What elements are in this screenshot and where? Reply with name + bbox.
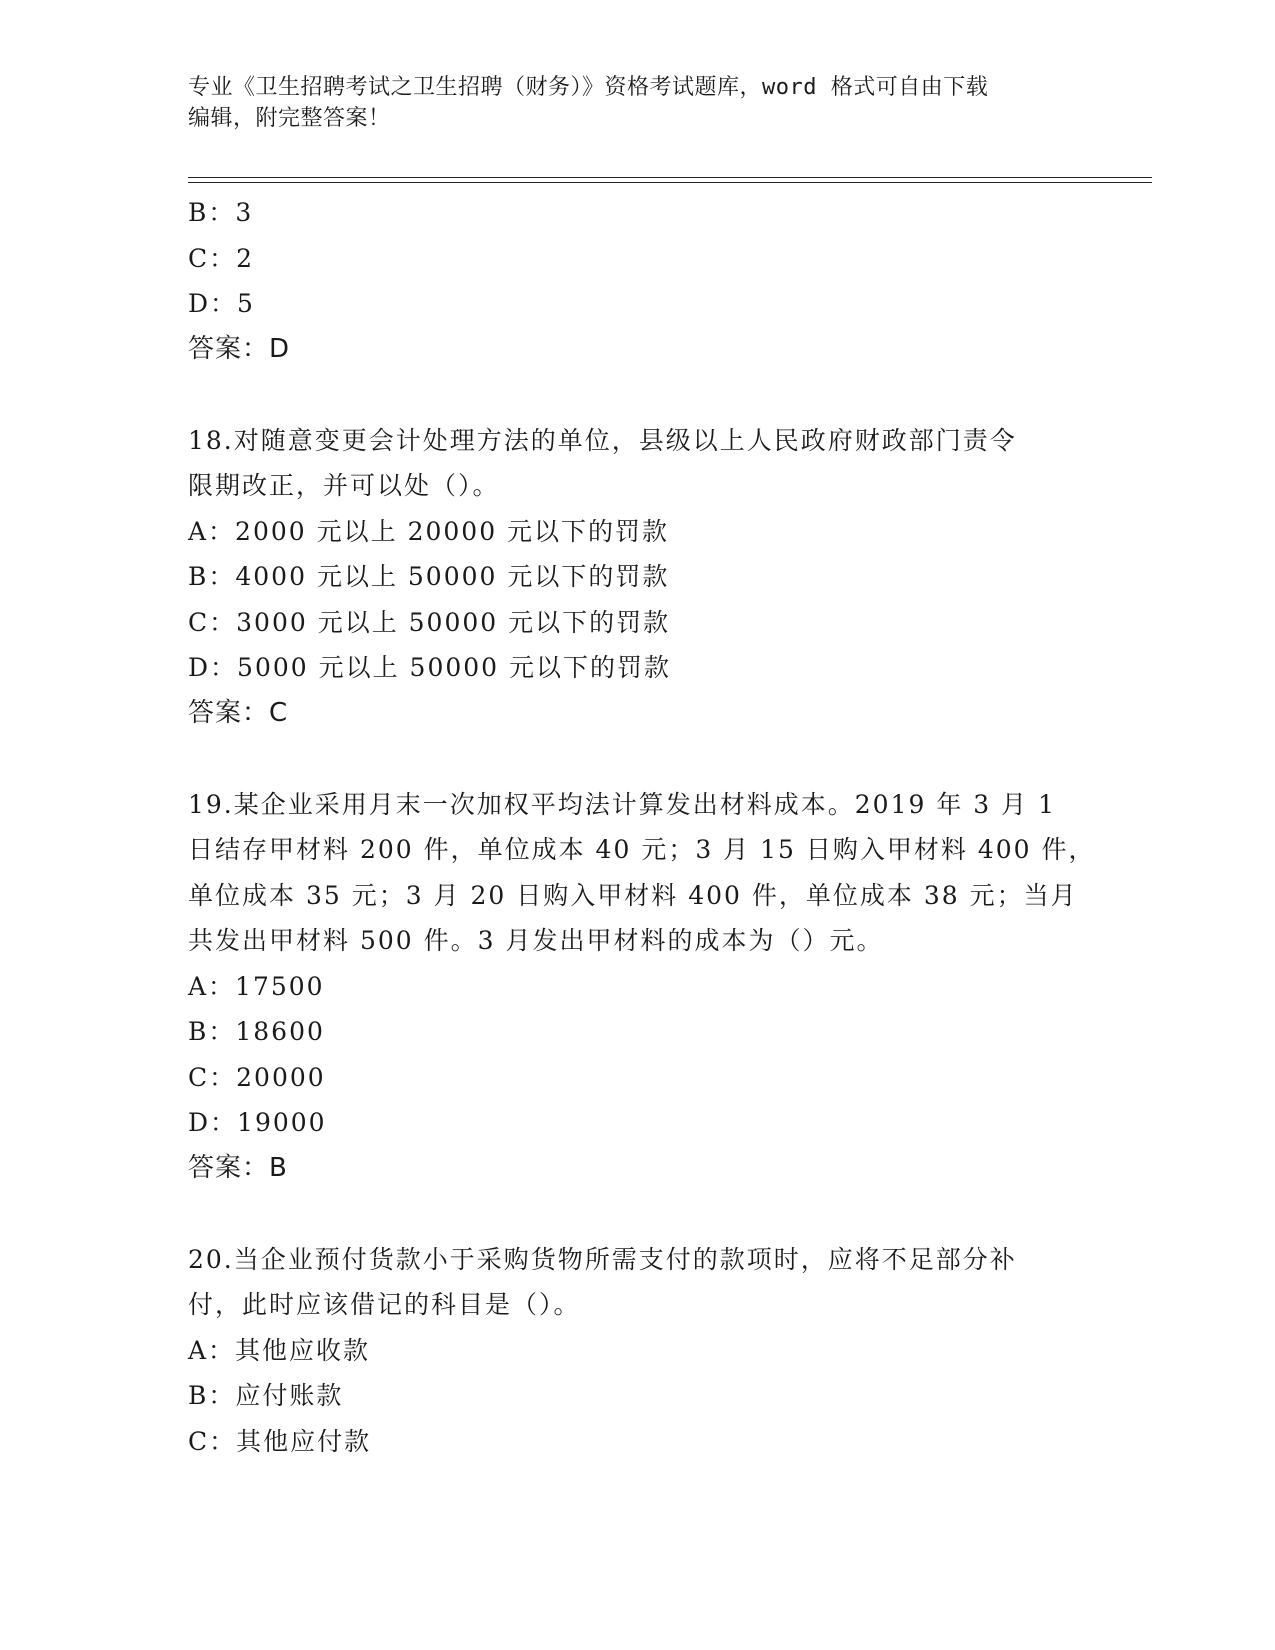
question-19	[188, 782, 1096, 1192]
option-b: B：3	[188, 198, 254, 227]
document-header	[188, 72, 1088, 134]
spacer	[188, 372, 1088, 418]
option-d: D：5000 元以上 50000 元以下的罚款	[188, 653, 672, 682]
spacer	[188, 736, 1088, 782]
spacer	[188, 1191, 1088, 1237]
option-c: C：2	[188, 243, 255, 273]
option-d: D：5	[188, 289, 255, 318]
question-stem-line: 18.对随意变更会计处理方法的单位，县级以上人民政府财政部门责令	[188, 425, 1017, 455]
option-c: C：3000 元以上 50000 元以下的罚款	[188, 607, 671, 637]
answer-line: 答案：D	[188, 333, 291, 364]
option-c: C：20000	[188, 1062, 326, 1092]
answer-line: 答案：B	[188, 1152, 288, 1183]
option-a: A：2000 元以上 20000 元以下的罚款	[188, 516, 670, 546]
question-stem-line: 19.某企业采用月末一次加权平均法计算发出材料成本。2019 年 3 月 1	[188, 789, 1056, 819]
question-stem-line: 20.当企业预付货款小于采购货物所需支付的款项时，应将不足部分补	[188, 1244, 1017, 1274]
option-a: A：17500	[188, 971, 325, 1001]
question-20	[188, 1237, 1088, 1465]
question-stem-line: 限期改正，并可以处（）。	[188, 471, 500, 500]
option-d: D：19000	[188, 1108, 327, 1137]
question-stem-line: 日结存甲材料 200 件，单位成本 40 元；3 月 15 日购入甲材料 400 件，	[188, 835, 1096, 864]
option-b: B：4000 元以上 50000 元以下的罚款	[188, 562, 670, 591]
header-line-2: 编辑，附完整答案！	[188, 106, 391, 131]
question-stem-line: 付，此时应该借记的科目是（）。	[188, 1290, 581, 1319]
answer-line: 答案：C	[188, 697, 289, 728]
question-17-tail	[188, 190, 1088, 372]
option-b: B：18600	[188, 1017, 325, 1046]
header-divider-bottom	[188, 182, 1152, 183]
question-content	[188, 190, 1096, 1464]
option-c: C：其他应付款	[188, 1426, 372, 1456]
header-line-1: 专业《卫生招聘考试之卫生招聘（财务）》资格考试题库，word 格式可自由下载	[188, 75, 989, 100]
option-b: B：应付账款	[188, 1381, 344, 1410]
question-18	[188, 418, 1088, 737]
question-stem-line: 单位成本 35 元；3 月 20 日购入甲材料 400 件，单位成本 38 元；当月	[188, 880, 1078, 910]
option-a: A：其他应收款	[188, 1335, 371, 1365]
header-divider-top	[188, 177, 1152, 178]
question-stem-line: 共发出甲材料 500 件。3 月发出甲材料的成本为（）元。	[188, 926, 884, 955]
